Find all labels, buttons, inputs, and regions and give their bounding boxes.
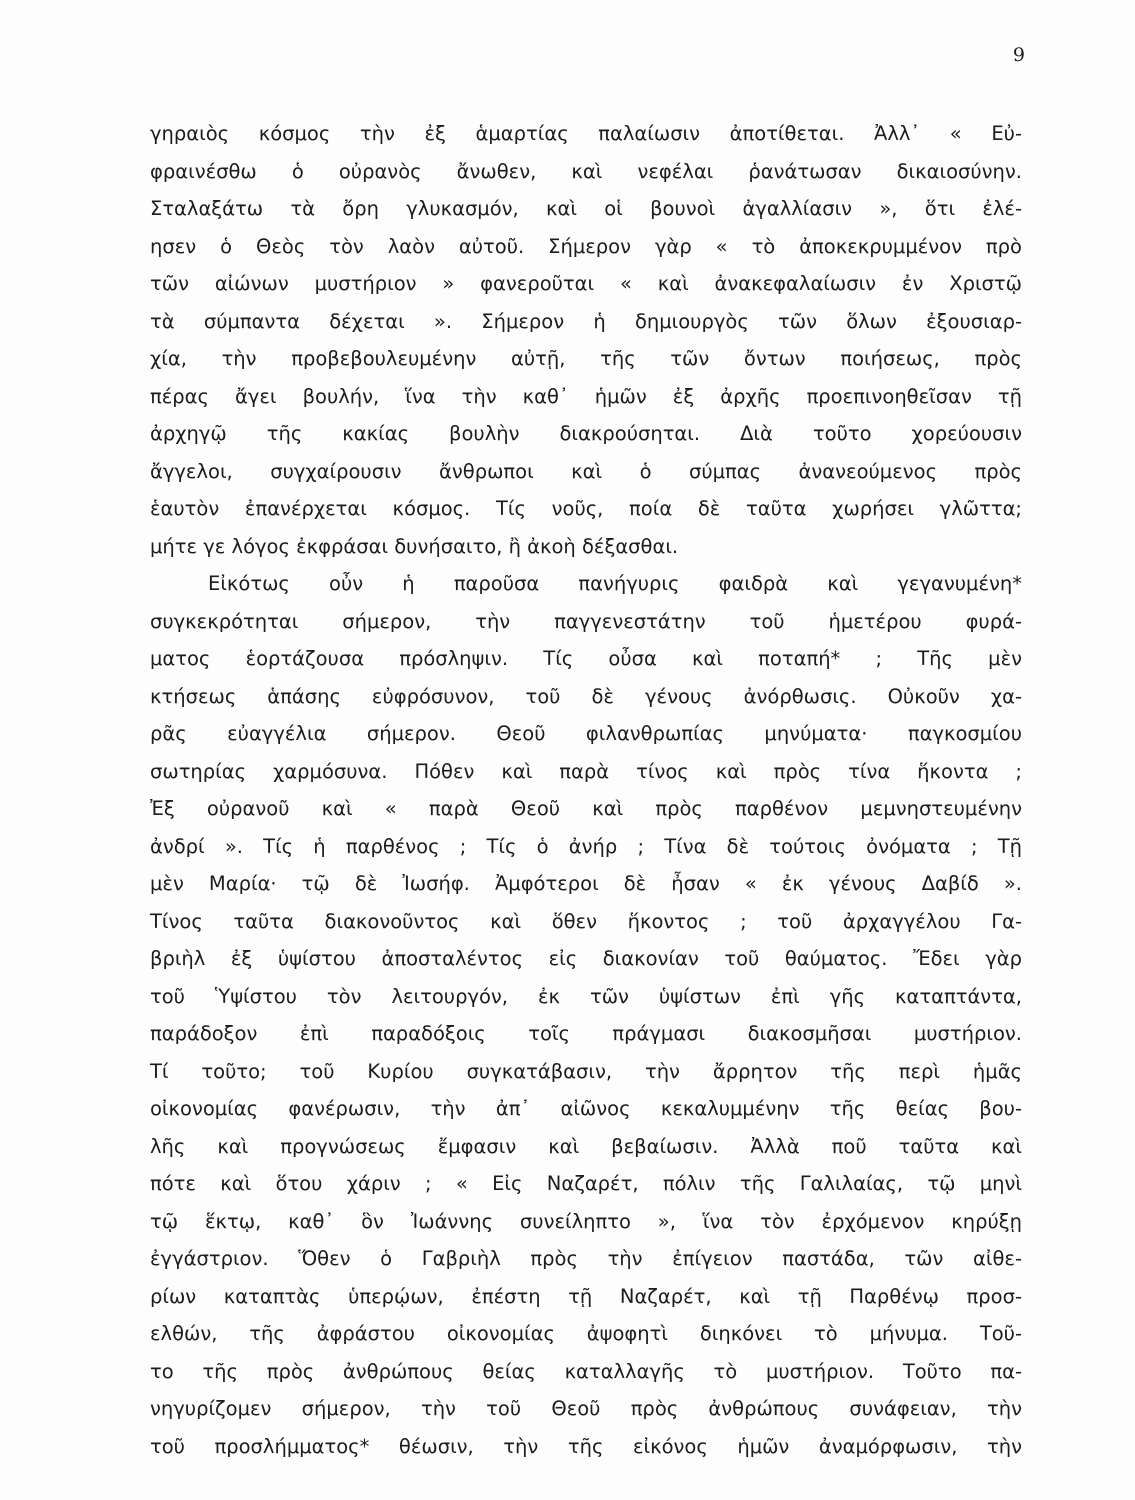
text-line: οἰκονομίας φανέρωσιν, τὴν ἀπ᾽ αἰῶνος κεκαλυμμένην τῆς θείας βου- [150, 1097, 1022, 1120]
body-text [150, 115, 1022, 1465]
page-number: 9 [1012, 44, 1025, 66]
text-line: ἑαυτὸν ἐπανέρχεται κόσμος. Τίς νοῦς, ποία δὲ ταῦτα χωρήσει γλῶττα; [150, 497, 1022, 520]
text-line: ἀρχηγῷ τῆς κακίας βουλὴν διακρούσηται. Διὰ τοῦτο χορεύουσιν [150, 422, 1022, 445]
text-line: τὰ σύμπαντα δέχεται ». Σήμερον ἡ δημιουργὸς τῶν ὅλων ἐξουσιαρ- [150, 309, 1022, 333]
text-line: Τί τοῦτο; τοῦ Κυρίου συγκατάβασιν, τὴν ἄρρητον τῆς περὶ ἡμᾶς [150, 1059, 1022, 1083]
text-line: σωτηρίας χαρμόσυνα. Πόθεν καὶ παρὰ τίνος καὶ πρὸς τίνα ἥκοντα ; [150, 759, 1022, 783]
text-line: βριὴλ ἐξ ὑψίστου ἀποσταλέντος εἰς διακονίαν τοῦ θαύματος. Ἔδει γὰρ [150, 947, 1022, 970]
text-line: ματος ἑορτάζουσα πρόσληψιν. Τίς οὖσα καὶ ποταπή* ; Τῆς μὲν [150, 647, 1022, 670]
text-line: μήτε γε λόγος ἐκφράσαι δυνήσαιτο, ἢ ἀκοὴ δέξασθαι. [150, 534, 679, 558]
text-line: ἄγγελοι, συγχαίρουσιν ἄνθρωποι καὶ ὁ σύμπας ἀνανεούμενος πρὸς [150, 459, 1022, 483]
text-line: Τίνος ταῦτα διακονοῦντος καὶ ὅθεν ἥκοντος ; τοῦ ἀρχαγγέλου Γα- [150, 909, 1022, 933]
text-line: ἀνδρί ». Τίς ἡ παρθένος ; Τίς ὁ ἀνήρ ; Τίνα δὲ τούτοις ὀνόματα ; Τῇ [150, 834, 1022, 858]
text-line: μὲν Μαρία· τῷ δὲ Ἰωσήφ. Ἀμφότεροι δὲ ἦσαν « ἐκ γένους Δαβίδ ». [150, 872, 1022, 895]
text-line: συγκεκρότηται σήμερον, τὴν παγγενεστάτην τοῦ ἡμετέρου φυρά- [150, 609, 1022, 633]
text-line: ησεν ὁ Θεὸς τὸν λαὸν αὐτοῦ. Σήμερον γὰρ « τὸ ἀποκεκρυμμένον πρὸ [150, 234, 1022, 258]
text-line: πέρας ἄγει βουλήν, ἵνα τὴν καθ᾽ ἡμῶν ἐξ ἀρχῆς προεπινοηθεῖσαν τῇ [150, 384, 1022, 408]
text-line: παράδοξον ἐπὶ παραδόξοις τοῖς πράγμασι διακοσμῆσαι μυστήριον. [150, 1022, 1022, 1045]
text-line: χία, τὴν προβεβουλευμένην αὐτῇ, τῆς τῶν ὄντων ποιήσεως, πρὸς [150, 347, 1022, 370]
text-line: ρᾶς εὐαγγέλια σήμερον. Θεοῦ φιλανθρωπίας μηνύματα· παγκοσμίου [150, 722, 1022, 745]
text-line: ελθών, τῆς ἀφράστου οἰκονομίας ἀψοφητὶ διηκόνει τὸ μήνυμα. Τοῦ- [150, 1322, 1022, 1345]
text-line: νηγυρίζομεν σήμερον, τὴν τοῦ Θεοῦ πρὸς ἀνθρώπους συνάφειαν, τὴν [150, 1397, 1022, 1420]
text-line: γηραιὸς κόσμος τὴν ἐξ ἁμαρτίας παλαίωσιν ἀποτίθεται. Ἀλλ᾽ « Εὐ- [150, 122, 1022, 145]
text-line: Ἐξ οὐρανοῦ καὶ « παρὰ Θεοῦ καὶ πρὸς παρθένον μεμνηστευμένην [150, 797, 1022, 820]
text-line: Εἰκότως οὖν ἡ παροῦσα πανήγυρις φαιδρὰ καὶ γεγανυμένη* [208, 572, 1022, 595]
text-line: τῷ ἕκτῳ, καθ᾽ ὃν Ἰωάννης συνείληπτο », ἵνα τὸν ἐρχόμενον κηρύξῃ [150, 1209, 1022, 1233]
text-line: Σταλαξάτω τὰ ὄρη γλυκασμόν, καὶ οἱ βουνοὶ ἀγαλλίασιν », ὅτι ἐλέ- [150, 197, 1022, 220]
text-line: φραινέσθω ὁ οὐρανὸς ἄνωθεν, καὶ νεφέλαι ῥανάτωσαν δικαιοσύνην. [150, 159, 1022, 183]
text-line: τῶν αἰώνων μυστήριον » φανεροῦται « καὶ ἀνακεφαλαίωσιν ἐν Χριστῷ [150, 272, 1022, 295]
text-line: λῆς καὶ προγνώσεως ἔμφασιν καὶ βεβαίωσιν. Ἀλλὰ ποῦ ταῦτα καὶ [150, 1134, 1022, 1158]
text-line: τοῦ προσλήμματος* θέωσιν, τὴν τῆς εἰκόνος ἡμῶν ἀναμόρφωσιν, τὴν [150, 1434, 1022, 1458]
text-line: ρίων καταπτὰς ὑπερῴων, ἐπέστη τῇ Ναζαρέτ, καὶ τῇ Παρθένῳ προσ- [150, 1284, 1022, 1308]
text-line: το τῆς πρὸς ἀνθρώπους θείας καταλλαγῆς τὸ μυστήριον. Τοῦτο πα- [150, 1359, 1022, 1383]
text-line: κτήσεως ἁπάσης εὐφρόσυνον, τοῦ δὲ γένους ἀνόρθωσις. Οὐκοῦν χα- [150, 684, 1022, 708]
text-line: ἐγγάστριον. Ὅθεν ὁ Γαβριὴλ πρὸς τὴν ἐπίγειον παστάδα, τῶν αἰθε- [150, 1247, 1022, 1270]
text-line: πότε καὶ ὅτου χάριν ; « Εἰς Ναζαρέτ, πόλιν τῆς Γαλιλαίας, τῷ μηνὶ [150, 1172, 1022, 1195]
text-line: τοῦ Ὑψίστου τὸν λειτουργόν, ἐκ τῶν ὑψίστων ἐπὶ γῆς καταπτάντα, [150, 984, 1022, 1008]
